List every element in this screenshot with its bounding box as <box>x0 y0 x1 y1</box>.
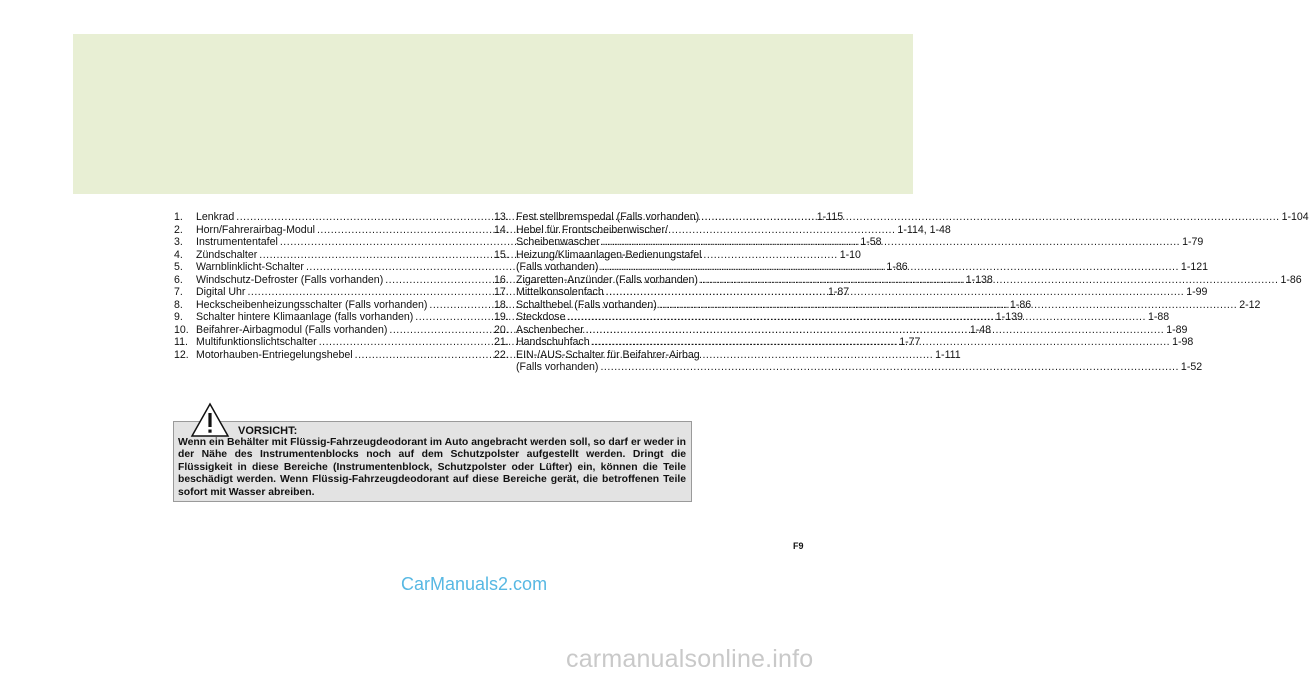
caution-title: VORSICHT: <box>238 425 298 437</box>
toc-entry-page: 1-77 <box>899 336 921 348</box>
illustration-area <box>73 34 913 194</box>
toc-dot-leader <box>600 361 1178 374</box>
toc-entry-page: 1-79 <box>1182 236 1204 248</box>
toc-entry-number: 14. <box>494 223 509 236</box>
toc-entry-number: 13. <box>494 211 509 223</box>
toc-entry-label: Heckscheibenheizungsschalter (Falls vorhanden) <box>196 298 428 311</box>
footer-watermark: carmanualsonline.info <box>566 645 814 673</box>
toc-dot-leader <box>606 286 1184 299</box>
toc-dot-leader <box>659 299 1237 312</box>
toc-entry-label: Steckdose <box>516 311 566 323</box>
toc-entry-number: 10. <box>174 323 189 336</box>
toc-entry <box>494 249 776 262</box>
toc-entry-label: Zündschalter <box>196 248 258 261</box>
toc-entry-label: Aschenbecher <box>516 323 584 336</box>
toc-entry-number: 16. <box>494 273 509 286</box>
toc-entry-label: Lenkrad <box>196 211 235 223</box>
toc-dot-leader <box>602 236 1180 249</box>
toc-entry-label: (Falls vorhanden) <box>516 361 599 373</box>
toc-entry <box>494 361 1203 374</box>
toc-entry-label: Mittelkonsolenfach <box>516 286 604 298</box>
carmanuals2-link[interactable]: CarManuals2.com <box>401 574 548 594</box>
toc-dot-leader <box>701 211 1279 224</box>
toc-entry-page: 1-10 <box>839 248 861 261</box>
toc-entry-label: EIN-/AUS-Schalter für Beifahrer-Airbag <box>516 348 700 361</box>
toc-entry-number: 9. <box>174 311 183 323</box>
toc-entry-number: 11. <box>174 336 188 348</box>
toc-entry-page: 1-86 <box>886 261 908 273</box>
toc-entry-page: 1-52 <box>1180 361 1203 373</box>
toc-dot-leader <box>592 336 1170 349</box>
toc-entry-page: 2-12 <box>1239 298 1261 311</box>
caution-text: Wenn ein Behälter mit Flüssig-Fahrzeugdeodorant im Auto angebracht werden soll, so darf er weder in der Nähe des Instrumentenblocks noch auf dem Schutzpolster aufgestellt werden. Dringt die Flüssigkeit in diese Bereiche (Instrumentenblock, Schutzpolster oder Lüfter) ein, können die Teile beschädigt werden. Wenn Flüssig-Fahrzeugdeodorant auf diese Bereiche gerät, die betroffenen Teile sofort mit Wasser abreiben. <box>178 437 686 498</box>
toc-dot-leader <box>600 261 1178 274</box>
toc-entry-label: Multifunktionslichtschalter <box>196 336 317 348</box>
toc-entry-number: 5. <box>174 261 183 273</box>
toc-entry-number: 7. <box>174 286 183 298</box>
toc-entry-page: 1-111 <box>935 348 961 361</box>
toc-entry-page: 1-89 <box>1166 323 1188 336</box>
toc-entry-number: 6. <box>174 273 183 286</box>
toc-entry-label: Heizung/Klimaanlagen-Bedienungstafel <box>516 248 702 261</box>
toc-entry-label: Windschutz-Defroster (Falls vorhanden) <box>196 273 384 286</box>
toc-entry-page: 1-115 <box>816 211 844 223</box>
toc-entry-label: Beifahrer-Airbagmodul (Falls vorhanden) <box>196 323 388 336</box>
toc-entry-page: 1-98 <box>1172 336 1194 348</box>
toc-entry-label: Scheibenwascher <box>516 236 600 248</box>
page-number: F9 <box>793 541 804 551</box>
toc-entry-label: Horn/Fahrerairbag-Modul <box>196 223 315 236</box>
toc-entry-number: 3. <box>174 236 183 248</box>
toc-entry-page: 1-86 <box>1009 298 1032 311</box>
toc-entry-page: 1-58 <box>860 236 882 248</box>
toc-entry-label: Digital Uhr <box>196 286 246 298</box>
toc-entry-page: 1-87 <box>827 286 850 298</box>
toc-entry-label: Instrumententafel <box>196 236 278 248</box>
toc-entry-number: 2. <box>174 223 183 236</box>
toc-entry-label: Schalter hintere Klimaanlage (falls vorhanden) <box>196 311 414 323</box>
toc-dot-leader <box>586 324 1164 337</box>
toc-entry-number: 17. <box>494 286 509 298</box>
toc-entry-page: 1-139 <box>995 311 1023 323</box>
toc-entry-label: Fest stellbremspedal (Falls vorhanden) <box>516 211 700 223</box>
toc-entry-page: 1-86 <box>1280 273 1302 286</box>
toc-entry-number: 12. <box>174 348 189 361</box>
toc-entry-number: 21. <box>494 336 509 348</box>
toc-entry-number: 19. <box>494 311 509 323</box>
toc-entry-page: 1-48 <box>969 323 992 336</box>
toc-entry-page: 1-88 <box>1147 311 1170 323</box>
toc-entry <box>494 224 776 237</box>
toc-entry-label: Hebel für Frontscheibenwischer/ <box>516 223 668 236</box>
toc-entry-label: Warnblinklicht-Schalter <box>196 261 304 273</box>
toc-entry-label: Motorhauben-Entriegelungshebel <box>196 348 353 361</box>
toc-entry-number: 1. <box>174 211 183 223</box>
toc-entry-label: Zigaretten-Anzünder (Falls vorhanden) <box>516 273 698 286</box>
caution-box <box>173 421 692 502</box>
toc-entry-label: Schalthebel (Falls vorhanden) <box>516 298 657 311</box>
toc-dot-leader <box>700 274 1278 287</box>
toc-entry-label: Handschuhfach <box>516 336 590 348</box>
toc-entry-number: 8. <box>174 298 183 311</box>
toc-entry-page: 1-121 <box>1180 261 1209 273</box>
toc-entry-number: 15. <box>494 248 509 261</box>
toc-entry-number: 20. <box>494 323 509 336</box>
toc-entry-page: 1-114, 1-48 <box>897 223 951 236</box>
toc-entry-number: 4. <box>174 248 183 261</box>
toc-entry-number: 22. <box>494 348 509 361</box>
toc-dot-leader <box>567 311 1145 324</box>
toc-entry-page: 1-138 <box>965 273 993 286</box>
toc-entry-page: 1-99 <box>1186 286 1208 298</box>
toc-entry <box>494 349 776 362</box>
toc-entry-number: 18. <box>494 298 509 311</box>
warning-triangle-icon <box>190 402 230 438</box>
toc-entry-page: 1-104 <box>1281 211 1309 223</box>
toc-entry-label: (Falls vorhanden) <box>516 261 599 273</box>
